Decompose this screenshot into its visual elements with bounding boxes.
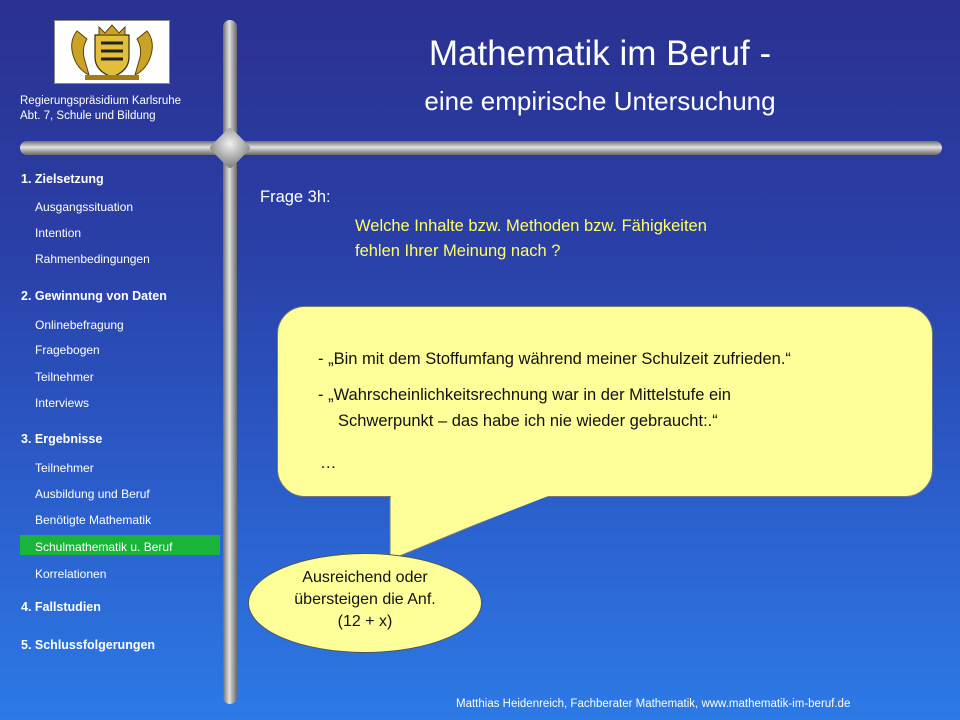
summary-line-3: (12 + x) xyxy=(337,613,393,630)
nav-section-ergebnisse[interactable]: 3. Ergebnisse xyxy=(21,432,103,446)
question-line-2: fehlen Ihrer Meinung nach ? xyxy=(355,242,561,260)
nav-item-benoetigte-mathematik[interactable]: Benötigte Mathematik xyxy=(35,513,152,527)
nav-item-rahmenbedingungen[interactable]: Rahmenbedingungen xyxy=(35,252,150,266)
nav-item-interviews[interactable]: Interviews xyxy=(35,396,90,410)
quote-1: - „Bin mit dem Stoffumfang während meiner Schulzeit zufrieden.“ xyxy=(318,350,791,368)
nav-item-schulmathematik-u-beruf[interactable]: Schulmathematik u. Beruf xyxy=(35,540,173,554)
nav-section-fallstudien[interactable]: 4. Fallstudien xyxy=(21,600,101,614)
question-line-1: Welche Inhalte bzw. Methoden bzw. Fähigkeiten xyxy=(355,217,707,235)
footer-credit: Matthias Heidenreich, Fachberater Mathematik, www.mathematik-im-beruf.de xyxy=(456,698,851,710)
nav-item-ausbildung-und-beruf[interactable]: Ausbildung und Beruf xyxy=(35,487,150,501)
quote-ellipsis: … xyxy=(320,454,337,472)
nav-section-schlussfolgerungen[interactable]: 5. Schlussfolgerungen xyxy=(21,638,156,652)
organization-department: Abt. 7, Schule und Bildung xyxy=(20,110,156,122)
nav-item-intention[interactable]: Intention xyxy=(35,226,82,240)
nav-section-zielsetzung[interactable]: 1. Zielsetzung xyxy=(21,172,104,186)
question-label: Frage 3h: xyxy=(260,188,331,206)
page-title: Mathematik im Beruf - xyxy=(428,34,772,73)
nav-item-onlinebefragung[interactable]: Onlinebefragung xyxy=(35,318,124,332)
nav-item-teilnehmer-ergebnisse[interactable]: Teilnehmer xyxy=(35,461,94,475)
nav-section-gewinnung-von-daten[interactable]: 2. Gewinnung von Daten xyxy=(21,289,167,303)
nav-item-korrelationen[interactable]: Korrelationen xyxy=(35,567,107,581)
nav-item-ausgangssituation[interactable]: Ausgangssituation xyxy=(35,200,134,214)
summary-line-2: übersteigen die Anf. xyxy=(294,591,436,608)
summary-line-1: Ausreichend oder xyxy=(302,569,428,586)
nav-item-fragebogen[interactable]: Fragebogen xyxy=(35,343,100,357)
quote-2-line-2: Schwerpunkt – das habe ich nie wieder gebraucht:.“ xyxy=(338,412,718,430)
nav-item-teilnehmer-daten[interactable]: Teilnehmer xyxy=(35,370,94,384)
organization-name: Regierungspräsidium Karlsruhe xyxy=(20,95,182,107)
quote-2-line-1: - „Wahrscheinlichkeitsrechnung war in der Mittelstufe ein xyxy=(318,386,731,404)
page-subtitle: eine empirische Untersuchung xyxy=(424,86,776,116)
